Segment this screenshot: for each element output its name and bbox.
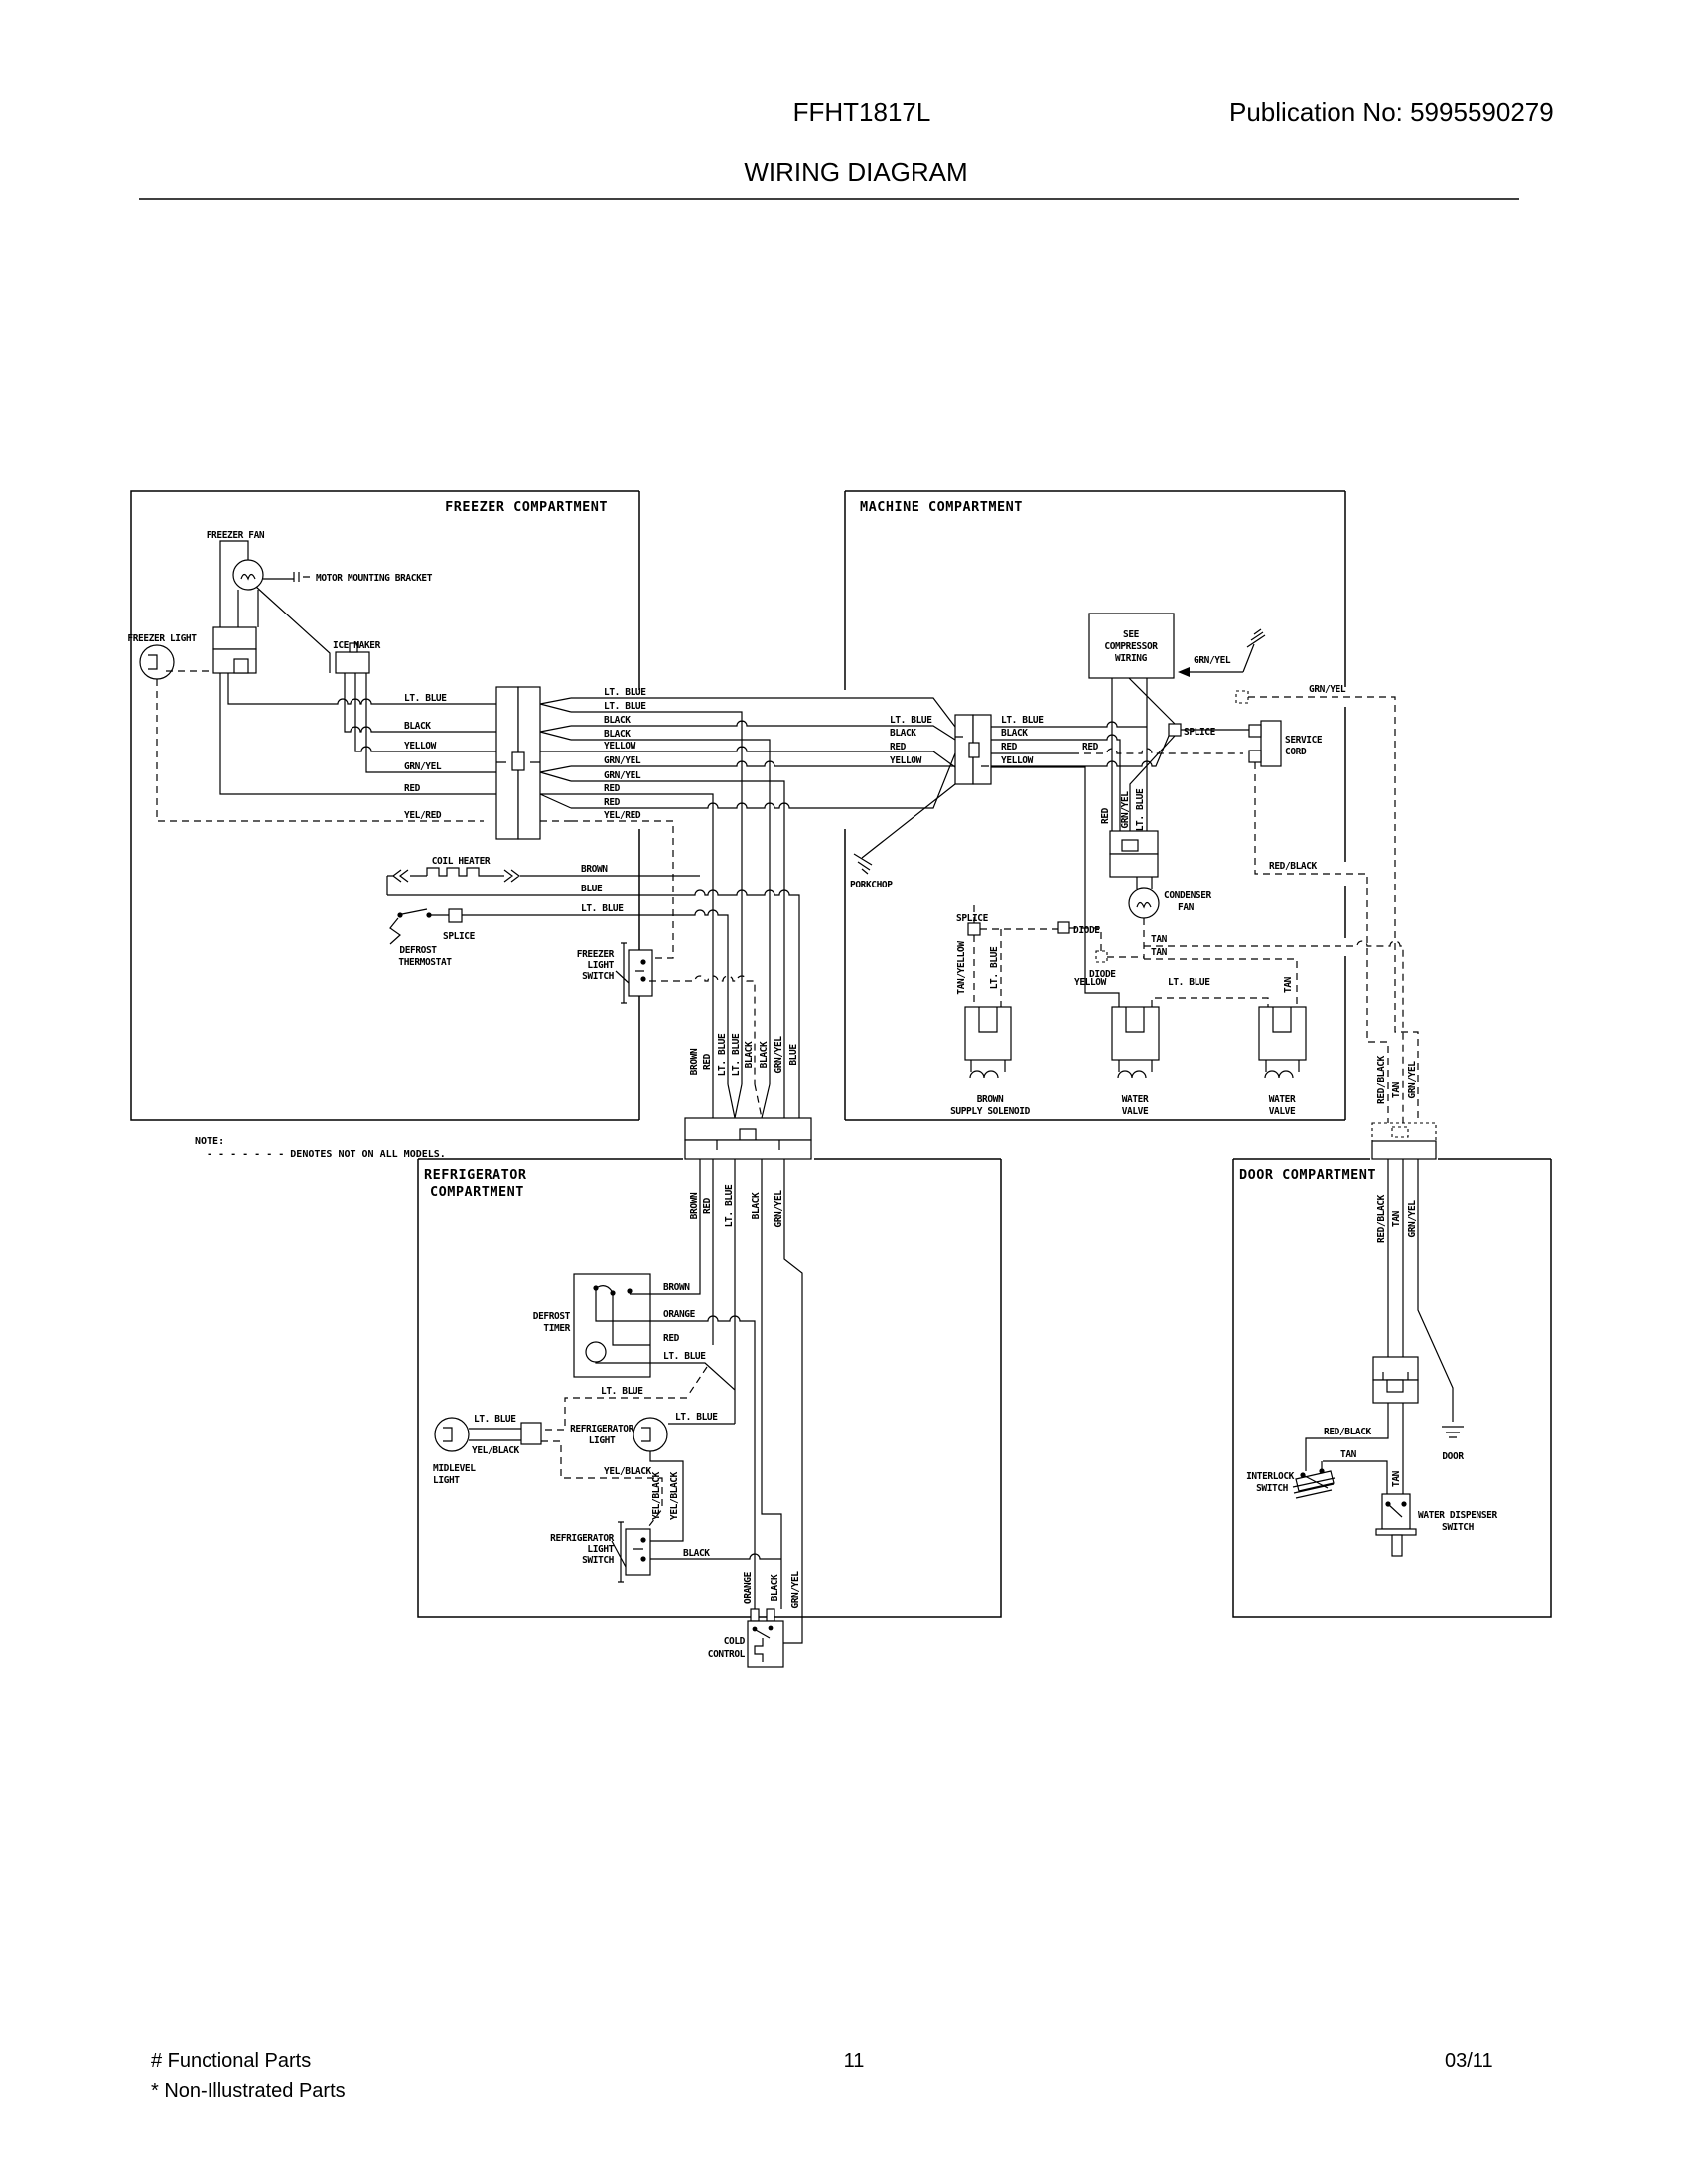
water-dispenser-switch-label-2: SWITCH	[1442, 1522, 1474, 1533]
door-compartment-title: DOOR COMPARTMENT	[1239, 1167, 1377, 1183]
red-black-to-door	[1255, 762, 1388, 1123]
ice-maker-label: ICE MAKER	[333, 640, 380, 651]
wire-label-vertical: TAN	[1391, 1471, 1402, 1487]
refrigerator-light-switch-label-1: REFRIGERATOR	[550, 1533, 614, 1544]
wire-label-vertical: LT. BLUE	[731, 1033, 742, 1077]
door-ground-icon	[1442, 1427, 1464, 1437]
wire-label: GRN/YEL	[1309, 684, 1346, 695]
water-valve-body	[1112, 1007, 1159, 1060]
wire-label: LT. BLUE	[581, 903, 624, 914]
wire-label-vertical: GRN/YEL	[1120, 791, 1131, 829]
switch-terminal	[1319, 1468, 1324, 1473]
defrost-timer-motor	[586, 1342, 606, 1362]
wire-label-vertical: TAN/YELLOW	[956, 941, 967, 995]
wire-label: BROWN	[581, 864, 608, 875]
wire-label: LT. BLUE	[1001, 715, 1044, 726]
footer-non-illustrated-parts: * Non-Illustrated Parts	[151, 2080, 346, 2102]
wire-label-vertical: GRN/YEL	[774, 1190, 784, 1228]
water-valve-label-1: WATER	[1268, 1094, 1296, 1105]
wire-label-vertical: YEL/BLACK	[651, 1472, 662, 1520]
merge-diagonal-dashed	[755, 1084, 762, 1118]
wire-label: YEL/RED	[404, 810, 442, 821]
wire-label-vertical: BLUE	[788, 1044, 799, 1066]
machine-compartment-title: MACHINE COMPARTMENT	[860, 499, 1023, 515]
wire-label: TAN	[1151, 947, 1167, 958]
water-valve-label-2: VALVE	[1268, 1106, 1296, 1117]
fan-connector-notch	[234, 659, 248, 673]
center-connector-lower	[685, 1140, 811, 1159]
wire-label: RED	[1082, 742, 1098, 752]
wire-label: BLACK	[604, 729, 631, 740]
porkchop-label: PORKCHOP	[850, 880, 893, 890]
supply-solenoid-label-2: SUPPLY SOLENOID	[950, 1106, 1030, 1117]
wire-label: LT. BLUE	[404, 693, 447, 704]
wire-label: BLACK	[1001, 728, 1028, 739]
thermostat-contact	[426, 912, 431, 917]
wire-label-vertical: RED/BLACK	[1376, 1056, 1387, 1104]
grn-yel-arrowhead	[1178, 667, 1190, 677]
condenser-fan-leads	[1137, 877, 1152, 889]
wire-label: YELLOW	[404, 741, 436, 751]
wire-label: RED	[604, 783, 620, 794]
wire-label: BROWN	[663, 1282, 690, 1293]
door-connector-notch-dashed	[1392, 1127, 1408, 1137]
page-model: FFHT1817L	[792, 97, 931, 127]
door-label: DOOR	[1442, 1451, 1464, 1462]
door-mid-connector-upper	[1373, 1357, 1418, 1380]
freezer-connector-latch	[512, 752, 524, 770]
note-label: NOTE:	[195, 1136, 225, 1147]
water-dispenser-stem	[1392, 1535, 1402, 1556]
freezer-light-switch-label-3: SWITCH	[582, 971, 614, 982]
wire-label: YELLOW	[1074, 977, 1106, 988]
compressor-label-2: COMPRESSOR	[1104, 641, 1158, 652]
wire-label-vertical: TAN	[1391, 1082, 1402, 1098]
footer-date: 03/11	[1445, 2050, 1493, 2072]
note	[195, 1136, 446, 1160]
wire-label: RED	[890, 742, 906, 752]
refrigerator-compartment-title-1: REFRIGERATOR	[424, 1167, 527, 1183]
wire-label: GRN/YEL	[1194, 655, 1231, 666]
midlevel-light-connector	[521, 1423, 541, 1444]
wire-label: YELLOW	[890, 755, 921, 766]
water-dispenser-switch-label-1: WATER DISPENSER	[1418, 1510, 1497, 1521]
midlevel-light-label-1: MIDLEVEL	[433, 1463, 476, 1474]
freezer-compartment-title: FREEZER COMPARTMENT	[445, 499, 608, 515]
wire-label-vertical: RED	[1100, 808, 1111, 824]
wire-label-vertical: BLACK	[744, 1041, 755, 1069]
wire-label: YELLOW	[1001, 755, 1033, 766]
motor-mounting-bracket-icon	[263, 572, 310, 582]
door-connector-upper-dashed	[1372, 1123, 1436, 1141]
compressor-relay-notch	[1122, 840, 1138, 851]
door-mid-connector-notch	[1387, 1380, 1403, 1392]
page-title: WIRING DIAGRAM	[744, 157, 968, 187]
wire-label-vertical: RED/BLACK	[1376, 1195, 1387, 1243]
condenser-fan-symbol	[1129, 888, 1159, 918]
wire-label: TAN	[1151, 934, 1167, 945]
water-dispenser-flange	[1376, 1529, 1416, 1535]
machine-section	[890, 614, 1418, 1123]
wire-label-vertical: BROWN	[689, 1048, 700, 1076]
wire-label: GRN/YEL	[604, 770, 641, 781]
wire-label-vertical: LT. BLUE	[717, 1033, 728, 1077]
switch-terminal	[640, 976, 645, 981]
splice-label: SPLICE	[956, 913, 988, 924]
wire-label-vertical: GRN/YEL	[774, 1036, 784, 1074]
wire-label: BLACK	[404, 721, 431, 732]
coil-heater-label: COIL HEATER	[431, 856, 491, 867]
freezer-connector-fanout	[540, 698, 571, 808]
compressor-label-3: WIRING	[1115, 653, 1147, 664]
harness-rows	[571, 698, 1169, 1118]
interlock-switch-label-2: SWITCH	[1256, 1483, 1288, 1494]
wire-label: RED/BLACK	[1269, 861, 1317, 872]
grn-yel-splice-dashed	[1236, 691, 1248, 703]
defrost-thermostat-label-1: DEFROST	[399, 945, 437, 956]
diode-square-dashed	[1096, 951, 1107, 962]
switch-terminal	[1300, 1472, 1305, 1477]
compressor-label-1: SEE	[1123, 629, 1139, 640]
wire-label: YEL/RED	[604, 810, 641, 821]
condenser-fan-label-2: FAN	[1178, 902, 1194, 913]
wire-label: LT. BLUE	[474, 1414, 516, 1425]
water-valve-right	[1259, 1007, 1306, 1117]
wire-label: GRN/YEL	[404, 761, 442, 772]
wire-label-vertical: BLACK	[770, 1574, 780, 1602]
freezer-light-label: FREEZER LIGHT	[127, 633, 197, 644]
valve-link-dashed	[1152, 998, 1268, 1007]
refrigerator-light-switch-body	[626, 1529, 650, 1575]
refrigerator-light-switch-label-2: LIGHT	[587, 1544, 614, 1555]
freezer-section	[127, 530, 571, 839]
cold-control-label-2: CONTROL	[707, 1649, 745, 1660]
wire-label: LT. BLUE	[604, 701, 646, 712]
header	[139, 97, 1554, 199]
footer	[151, 2050, 1493, 2102]
defrost-thermostat-label-2: THERMOSTAT	[398, 957, 452, 968]
splice-label: SPLICE	[443, 931, 475, 942]
switch-terminal	[1401, 1501, 1406, 1506]
wire-label: RED/BLACK	[1324, 1427, 1371, 1437]
water-valve-left	[1112, 1007, 1159, 1117]
wire-label-vertical: TAN	[1283, 977, 1294, 993]
center-connector-notch	[740, 1129, 756, 1140]
defrost-timer-label-1: DEFROST	[532, 1311, 570, 1322]
refrigerator-light-label-2: LIGHT	[588, 1435, 616, 1446]
diode-label: DIODE	[1073, 925, 1100, 936]
freezer-wire-rows-left	[220, 673, 496, 794]
timer-contact	[627, 1288, 632, 1293]
midlevel-light-label-2: LIGHT	[433, 1475, 460, 1486]
wire-label: ORANGE	[663, 1309, 695, 1320]
refrigerator-light-switch-label-3: SWITCH	[582, 1555, 614, 1566]
cold-control-contact	[769, 1626, 774, 1631]
freezer-fan-label: FREEZER FAN	[206, 530, 265, 541]
wire-label: YEL/BLACK	[472, 1445, 519, 1456]
wire-label: LT. BLUE	[890, 715, 932, 726]
wire-label-vertical: YEL/BLACK	[669, 1472, 680, 1520]
wire-label: TAN	[1340, 1449, 1356, 1460]
wire-label-vertical: LT. BLUE	[724, 1184, 735, 1228]
service-cord-body	[1261, 721, 1281, 766]
black-row	[650, 1554, 781, 1559]
freezer-light-switch-label-2: LIGHT	[587, 960, 614, 971]
yel-black-dashed-route	[541, 1441, 662, 1531]
splice-square	[1169, 724, 1181, 736]
refrigerator-compartment-title-2: COMPARTMENT	[430, 1184, 524, 1200]
wire-label-vertical: GRN/YEL	[1407, 1061, 1418, 1099]
diode-label: DIODE	[1089, 969, 1116, 980]
wire-label-vertical: BLACK	[751, 1192, 762, 1220]
service-cord-pin	[1249, 751, 1261, 762]
wire-label: RED	[663, 1333, 679, 1344]
switch-terminal	[640, 1537, 645, 1542]
condenser-fan-label-1: CONDENSER	[1164, 890, 1211, 901]
defrost-timer-label-2: TIMER	[543, 1323, 570, 1334]
motor-mounting-bracket-line	[256, 587, 330, 673]
splice-square	[449, 909, 462, 922]
freezer-light-switch-body	[629, 950, 652, 996]
supply-solenoid-label-1: BROWN	[976, 1094, 1004, 1105]
brown-supply-solenoid	[950, 1007, 1030, 1117]
machine-connector-latch	[969, 743, 979, 757]
solenoid-body	[965, 1007, 1011, 1060]
ice-maker-symbol	[336, 652, 369, 673]
wire-label: BLUE	[581, 884, 603, 894]
wire-label-vertical: TAN	[1391, 1211, 1402, 1227]
wire-label-vertical: LT. BLUE	[1135, 788, 1146, 832]
wire-label: BLACK	[683, 1548, 710, 1559]
porkchop-ground-icon	[854, 784, 955, 874]
publication-number: Publication No: 5995590279	[1229, 97, 1554, 127]
wire-label-vertical: RED	[702, 1198, 713, 1214]
wire-label: BLACK	[890, 728, 916, 739]
lt-blue-splice-row	[462, 910, 728, 1084]
thermostat-contact	[397, 912, 402, 917]
wire-label: LT. BLUE	[663, 1351, 706, 1362]
splice-label: SPLICE	[1184, 727, 1215, 738]
wire-label: RED	[404, 783, 420, 794]
wire-label: BLACK	[604, 715, 631, 726]
service-cord-label-1: SERVICE	[1285, 735, 1323, 746]
water-valve-body	[1259, 1007, 1306, 1060]
wire-label: YELLOW	[604, 741, 635, 751]
wires-below-connector	[650, 1159, 802, 1643]
splice-square	[968, 923, 980, 935]
door-section	[1246, 1123, 1497, 1556]
cold-control-pin	[751, 1609, 759, 1621]
service-cord-label-2: CORD	[1285, 747, 1307, 757]
freezer-light-switch-label-1: FREEZER	[576, 949, 614, 960]
water-valve-label-1: WATER	[1121, 1094, 1149, 1105]
switch-terminal	[640, 1556, 645, 1561]
wire-label-vertical: BROWN	[689, 1192, 700, 1220]
service-cord-pin	[1249, 725, 1261, 737]
note-text: - - - - - - - DENOTES NOT ON ALL MODELS.	[207, 1149, 446, 1160]
refrigerator-section	[433, 1274, 801, 1667]
door-connector-lower	[1372, 1141, 1436, 1159]
switch-terminal	[640, 959, 645, 964]
wire-label-vertical: BLACK	[759, 1041, 770, 1069]
fan-connector-upper	[213, 627, 256, 649]
wire-label: LT. BLUE	[604, 687, 646, 698]
compressor-relay-lower	[1110, 854, 1158, 877]
water-valve-label-2: VALVE	[1121, 1106, 1149, 1117]
freezer-light-switch-bracket	[621, 943, 627, 1003]
freezer-fan-symbol	[233, 560, 263, 590]
wire-label: LT. BLUE	[675, 1412, 718, 1423]
wire-label-vertical: LT. BLUE	[989, 946, 1000, 990]
refrigerator-light-label-1: REFRIGERATOR	[570, 1424, 633, 1434]
wire-label: RED	[1001, 742, 1017, 752]
freezer-compartment-box	[131, 491, 639, 1120]
footer-page-number: 11	[843, 2050, 865, 2072]
cold-control-label-1: COLD	[723, 1636, 745, 1647]
wire-label: RED	[604, 797, 620, 808]
wire-label-vertical: GRN/YEL	[1407, 1200, 1418, 1238]
wire-label-vertical: GRN/YEL	[790, 1571, 801, 1609]
wire-label: LT. BLUE	[1168, 977, 1210, 988]
wire-label: YEL/BLACK	[604, 1466, 651, 1477]
wire-label: LT. BLUE	[601, 1386, 643, 1397]
interlock-switch-label-1: INTERLOCK	[1246, 1471, 1294, 1482]
merge-diagonals	[728, 1084, 770, 1118]
splice-links	[1129, 678, 1261, 831]
wire-label-vertical: ORANGE	[743, 1572, 754, 1604]
motor-mounting-bracket-label: MOTOR MOUNTING BRACKET	[316, 573, 433, 584]
cold-control-pin	[767, 1609, 774, 1621]
footer-functional-parts: # Functional Parts	[151, 2050, 312, 2072]
wire-label-vertical: RED	[702, 1054, 713, 1070]
wire-label: GRN/YEL	[604, 755, 641, 766]
diode-square	[1058, 922, 1069, 933]
refrigerator-light-switch-bracket	[618, 1522, 624, 1582]
